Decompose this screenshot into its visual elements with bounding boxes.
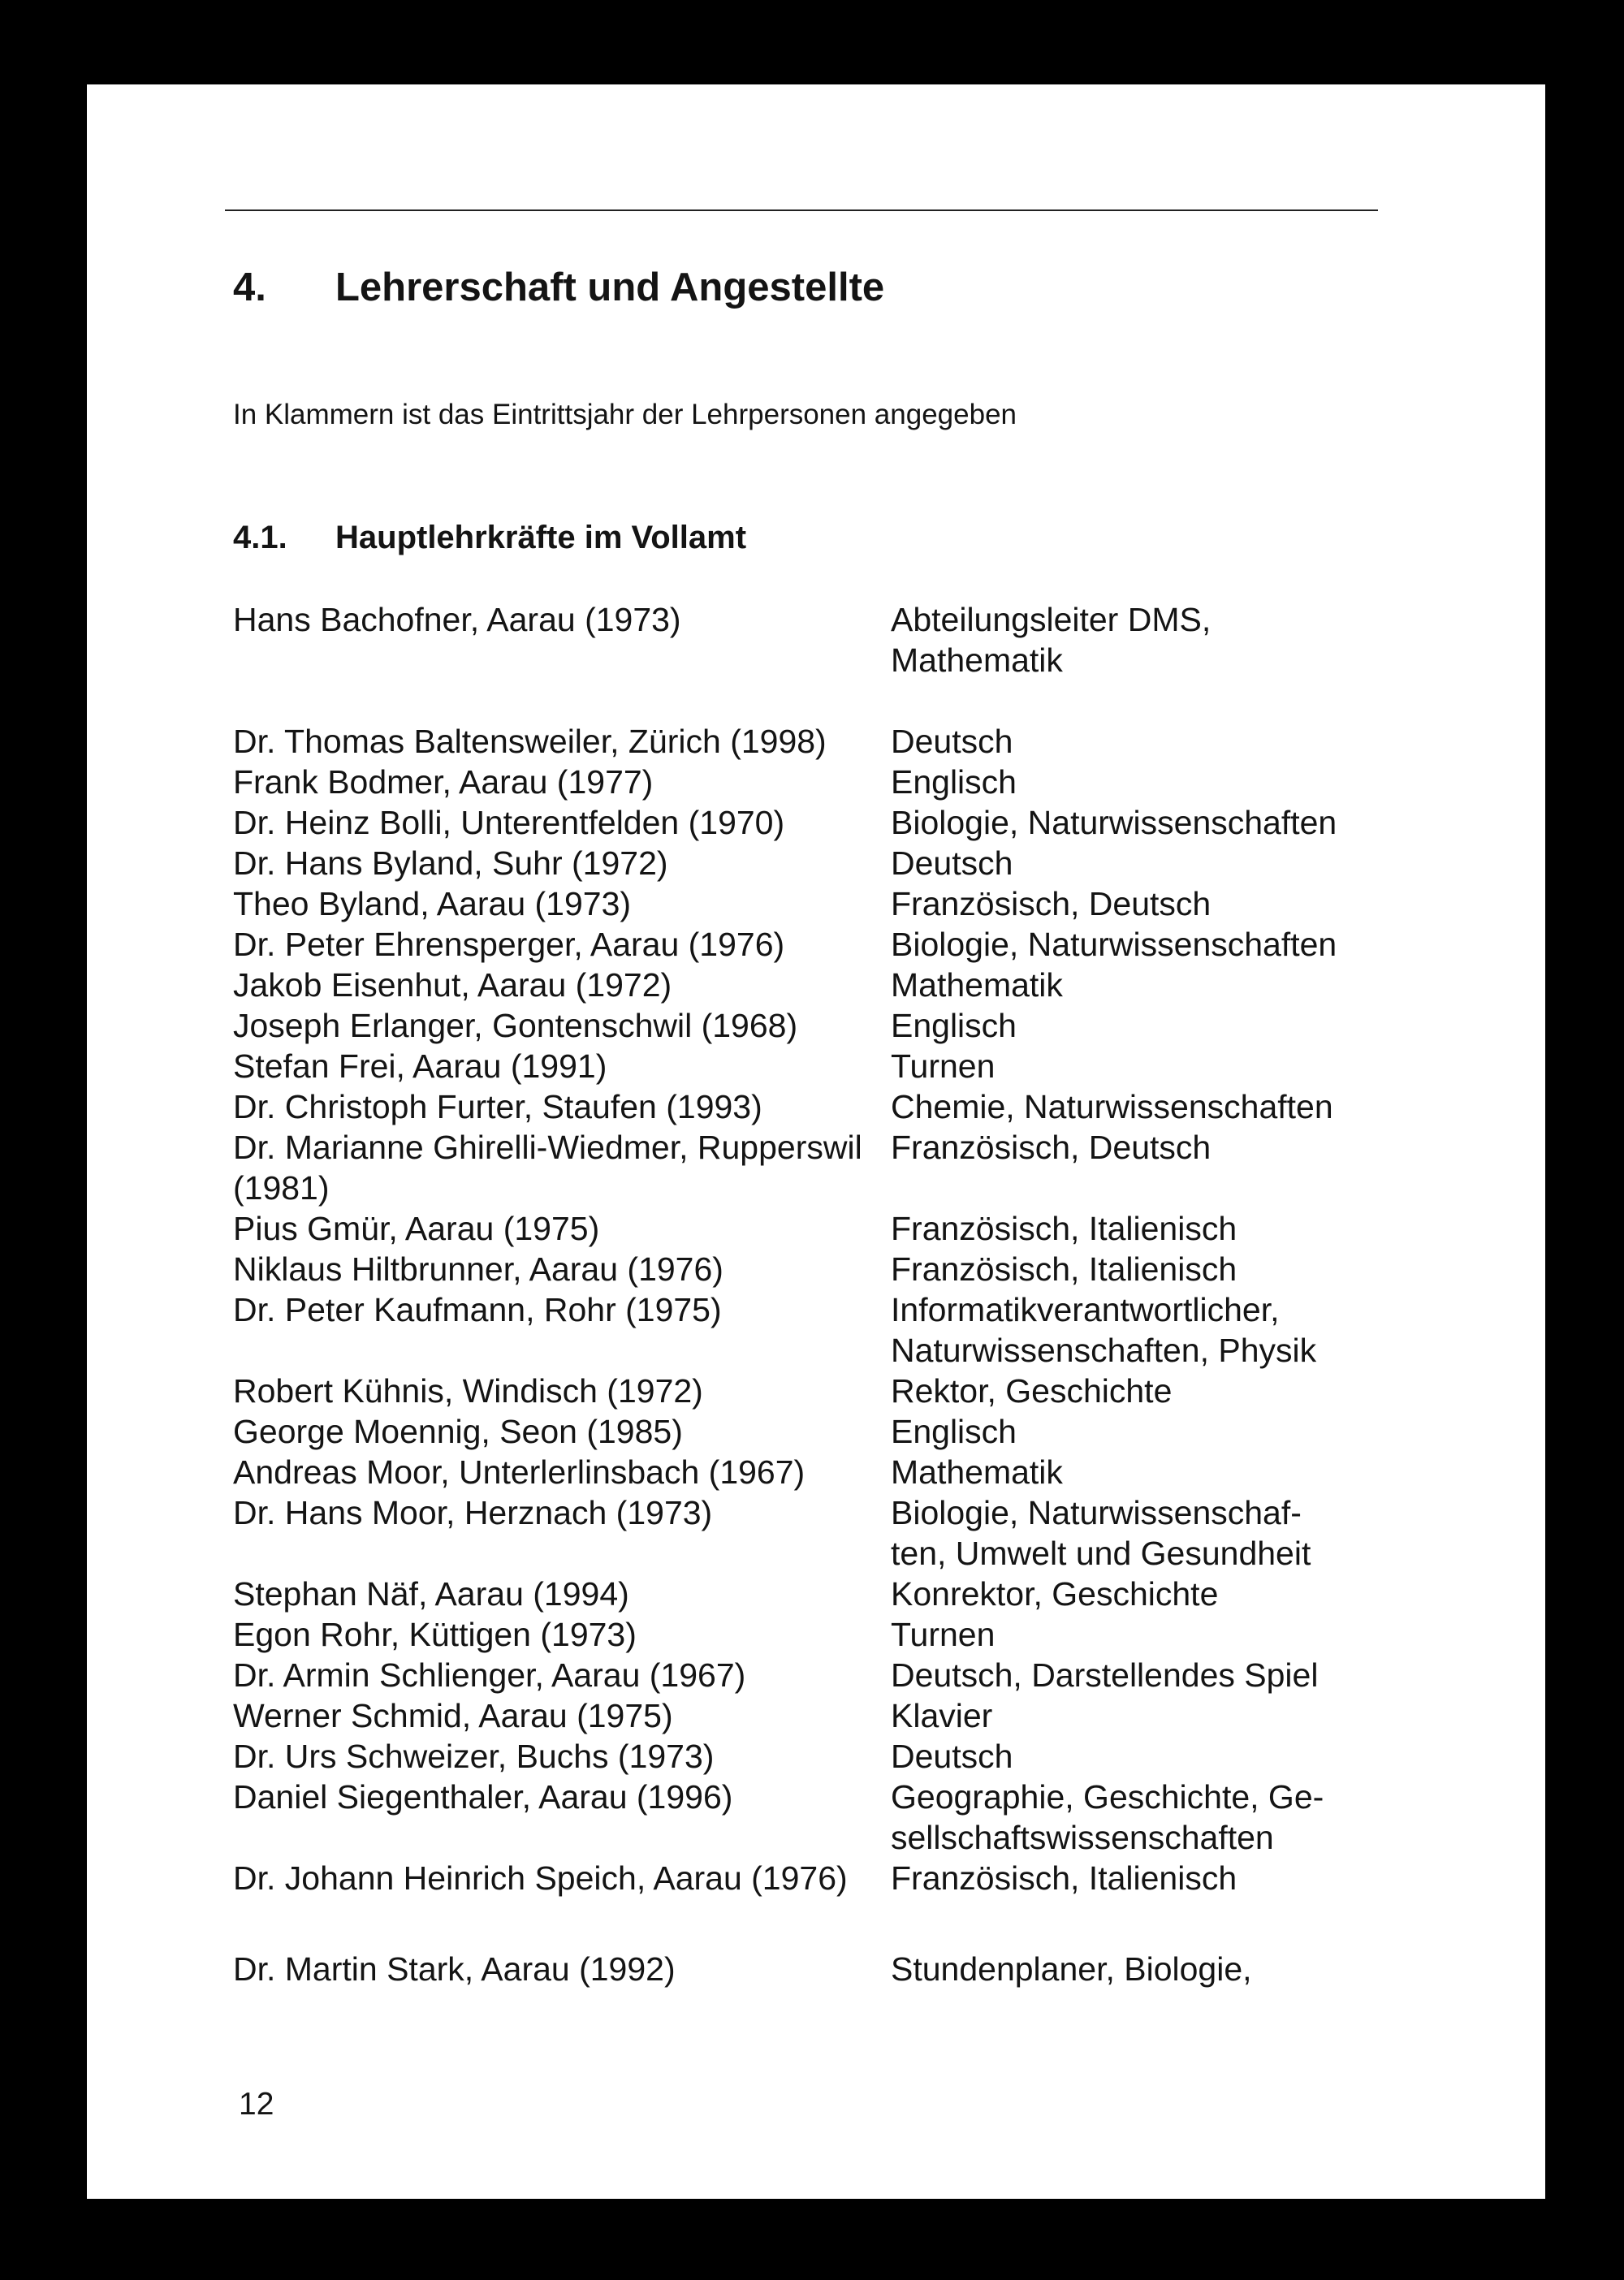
staff-name: Dr. Heinz Bolli, Unterentfelden (1970)	[233, 804, 785, 841]
staff-role: Französisch, Italienisch	[891, 1250, 1237, 1288]
section-heading	[233, 520, 746, 556]
chapter-title: Lehrerschaft und Angestellte	[335, 266, 885, 309]
header-rule	[225, 209, 1378, 211]
staff-role: Deutsch	[891, 723, 1013, 760]
staff-name: Joseph Erlanger, Gontenschwil (1968)	[233, 1007, 798, 1044]
document-page	[87, 84, 1545, 2199]
staff-row	[233, 1127, 1410, 1208]
staff-role: Deutsch	[891, 1738, 1013, 1775]
staff-role: Englisch	[891, 1413, 1017, 1450]
staff-name: Theo Byland, Aarau (1973)	[233, 885, 632, 922]
staff-list	[233, 599, 1410, 1989]
staff-name: Frank Bodmer, Aarau (1977)	[233, 763, 654, 801]
page-number: 12	[239, 2087, 274, 2122]
staff-row	[233, 1249, 1410, 1289]
staff-name: George Moennig, Seon (1985)	[233, 1413, 683, 1450]
staff-row	[233, 1858, 1410, 1898]
staff-name: Daniel Siegenthaler, Aarau (1996)	[233, 1778, 733, 1816]
staff-role: Turnen	[891, 1047, 996, 1085]
staff-row	[233, 1949, 1410, 1989]
staff-name: Andreas Moor, Unterlerlinsbach (1967)	[233, 1453, 806, 1491]
staff-row	[233, 843, 1410, 883]
staff-role: Klavier	[891, 1697, 993, 1734]
staff-row	[233, 721, 1410, 762]
staff-name: Pius Gmür, Aarau (1975)	[233, 1210, 600, 1247]
staff-row	[233, 1695, 1410, 1736]
staff-name: Dr. Hans Moor, Herznach (1973)	[233, 1494, 713, 1531]
staff-role: Französisch, Deutsch	[891, 1129, 1212, 1166]
staff-row	[233, 1086, 1410, 1127]
staff-row	[233, 1046, 1410, 1086]
staff-role: Abteilungsleiter DMS, Mathematik	[891, 601, 1212, 679]
section-title: Hauptlehrkräfte im Vollamt	[335, 520, 747, 555]
staff-role: Mathematik	[891, 1453, 1063, 1491]
staff-role: Französisch, Italienisch	[891, 1859, 1237, 1897]
staff-name: Dr. Marianne Ghirelli-Wiedmer, Rupperswil (1981)	[233, 1129, 862, 1207]
staff-row	[233, 1574, 1410, 1614]
staff-row	[233, 762, 1410, 802]
staff-row	[233, 1777, 1410, 1858]
staff-row	[233, 1208, 1410, 1249]
staff-role: Mathematik	[891, 966, 1063, 1004]
staff-row	[233, 599, 1410, 680]
staff-role: Englisch	[891, 1007, 1017, 1044]
staff-role: Informatikverantwortlicher, Naturwissenschaften, Physik	[891, 1291, 1317, 1369]
staff-name: Stephan Näf, Aarau (1994)	[233, 1575, 629, 1613]
staff-row	[233, 1655, 1410, 1695]
staff-role: Französisch, Deutsch	[891, 885, 1212, 922]
staff-name: Dr. Armin Schlienger, Aarau (1967)	[233, 1656, 746, 1694]
staff-row	[233, 1736, 1410, 1777]
staff-role: Englisch	[891, 763, 1017, 801]
staff-row	[233, 1492, 1410, 1574]
staff-role: Französisch, Italienisch	[891, 1210, 1237, 1247]
staff-row	[233, 1005, 1410, 1046]
chapter-heading	[233, 265, 884, 310]
staff-name: Dr. Peter Kaufmann, Rohr (1975)	[233, 1291, 722, 1328]
staff-role: Biologie, Naturwissenschaf- ten, Umwelt und Gesundheit	[891, 1494, 1311, 1572]
staff-name: Dr. Johann Heinrich Speich, Aarau (1976)	[233, 1859, 848, 1897]
staff-role: Biologie, Naturwissenschaften	[891, 804, 1337, 841]
chapter-number: 4.	[233, 266, 266, 309]
staff-role: Stundenplaner, Biologie,	[891, 1950, 1252, 1988]
staff-name: Niklaus Hiltbrunner, Aarau (1976)	[233, 1250, 723, 1288]
staff-name: Jakob Eisenhut, Aarau (1972)	[233, 966, 672, 1004]
staff-role: Deutsch, Darstellendes Spiel	[891, 1656, 1319, 1694]
staff-role: Konrektor, Geschichte	[891, 1575, 1219, 1613]
staff-name: Egon Rohr, Küttigen (1973)	[233, 1616, 637, 1653]
staff-name: Dr. Peter Ehrensperger, Aarau (1976)	[233, 926, 785, 963]
staff-name: Dr. Thomas Baltensweiler, Zürich (1998)	[233, 723, 827, 760]
staff-row	[233, 924, 1410, 965]
staff-row	[233, 802, 1410, 843]
staff-name: Robert Kühnis, Windisch (1972)	[233, 1372, 703, 1410]
staff-name: Dr. Christoph Furter, Staufen (1993)	[233, 1088, 762, 1125]
intro-text: In Klammern ist das Eintrittsjahr der Lehrpersonen angegeben	[233, 399, 1017, 430]
staff-name: Stefan Frei, Aarau (1991)	[233, 1047, 607, 1085]
staff-role: Geographie, Geschichte, Ge- sellschaftswissenschaften	[891, 1778, 1324, 1856]
staff-row	[233, 1411, 1410, 1452]
staff-row	[233, 965, 1410, 1005]
staff-role: Turnen	[891, 1616, 996, 1653]
section-number: 4.1.	[233, 520, 287, 555]
staff-row	[233, 1289, 1410, 1371]
staff-row	[233, 883, 1410, 924]
staff-name: Dr. Hans Byland, Suhr (1972)	[233, 844, 668, 882]
staff-role: Rektor, Geschichte	[891, 1372, 1173, 1410]
staff-name: Werner Schmid, Aarau (1975)	[233, 1697, 673, 1734]
staff-role: Biologie, Naturwissenschaften	[891, 926, 1337, 963]
staff-row	[233, 1614, 1410, 1655]
staff-name: Hans Bachofner, Aarau (1973)	[233, 601, 681, 638]
staff-name: Dr. Urs Schweizer, Buchs (1973)	[233, 1738, 715, 1775]
staff-row	[233, 1452, 1410, 1492]
staff-name: Dr. Martin Stark, Aarau (1992)	[233, 1950, 676, 1988]
staff-row	[233, 1371, 1410, 1411]
staff-role: Deutsch	[891, 844, 1013, 882]
staff-role: Chemie, Naturwissenschaften	[891, 1088, 1333, 1125]
